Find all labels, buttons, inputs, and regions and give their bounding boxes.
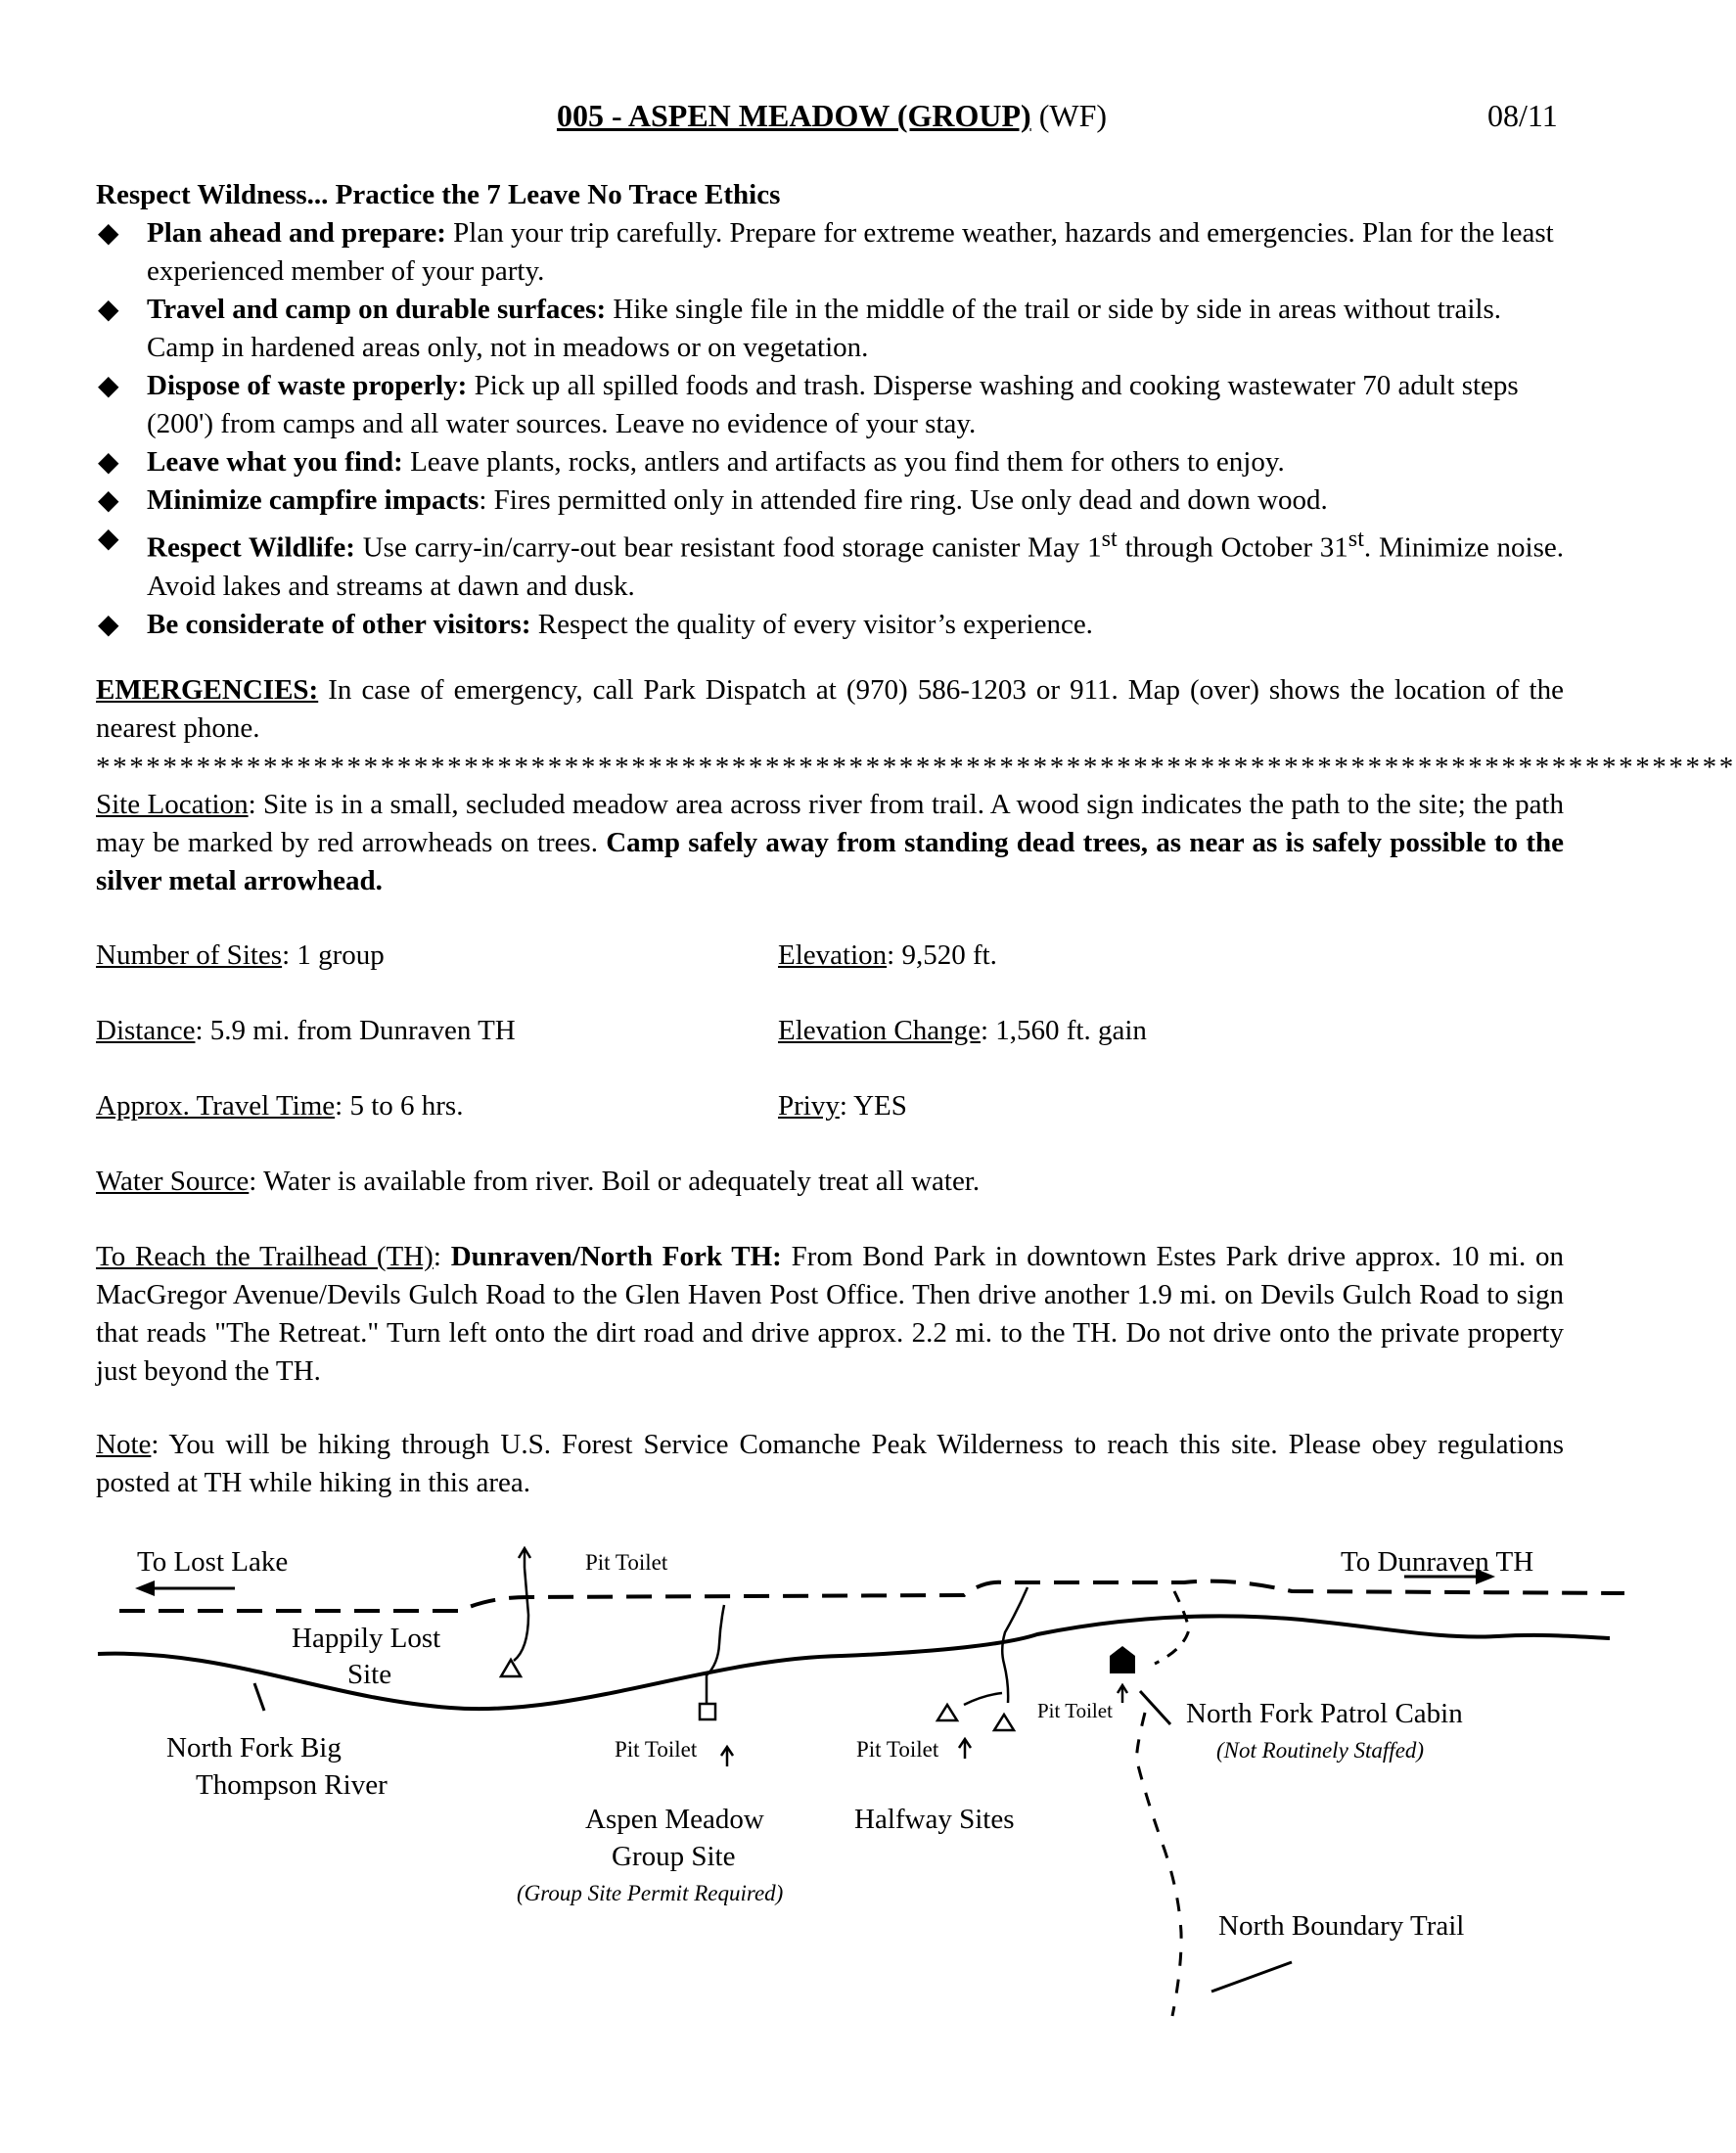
river-pointer-line — [254, 1683, 264, 1711]
halfway-branch — [964, 1693, 1002, 1705]
tent-triangle-icon — [501, 1660, 521, 1676]
site-location-label: Site Location — [96, 789, 249, 820]
leave-no-trace-heading: Respect Wildness... Practice the 7 Leave No Trace Ethics — [96, 179, 781, 210]
emergencies-paragraph: EMERGENCIES: In case of emergency, call Park Dispatch at (970) 586-1203 or 911. Map (over) shows the location of the nearest phone. — [96, 674, 1564, 744]
toilet-arrow-icon — [1118, 1685, 1127, 1703]
privy: Privy: YES — [778, 1090, 907, 1122]
group-site-square-icon — [700, 1704, 715, 1719]
toilet-arrow-icon — [721, 1747, 733, 1766]
list-item: ◆ Dispose of waste properly: Pick up all spilled foods and trash. Disperse washing and cooking wastewater 70 adult steps (200') from camps and all water sources. Leave no evidence of your stay. — [96, 367, 1564, 443]
happily-lost-site-label: Site — [347, 1659, 392, 1690]
patrol-cabin-icon — [1110, 1646, 1135, 1673]
wilderness-note: Note: You will be hiking through U.S. Forest Service Comanche Peak Wilderness to reach this site. Please obey regulations posted at TH while hiking in this area. — [96, 1429, 1564, 1498]
patrol-cabin-note: (Not Routinely Staffed) — [1216, 1738, 1425, 1763]
trailhead-directions: To Reach the Trailhead (TH): Dunraven/North Fork TH: From Bond Park in downtown Estes Park drive approx. 10 mi. on MacGregor Avenue/Devils Gulch Road to the Glen Haven Post Office. Then drive another 1.9 mi. on Devils Gulch Road to sign that reads "The Retreat." Turn left onto the dirt road and drive approx. 2.2 mi. to the TH. Do not drive onto the private property just beyond the TH. — [96, 1241, 1565, 1387]
travel-time: Approx. Travel Time: 5 to 6 hrs. — [96, 1090, 464, 1122]
river-label: North Fork Big — [166, 1732, 342, 1764]
elevation: Elevation: 9,520 ft. — [778, 939, 997, 971]
list-item: ◆ Be considerate of other visitors: Respect the quality of every visitor’s experience. — [96, 606, 1564, 644]
main-trail-path — [119, 1581, 1624, 1611]
list-item: ◆ Leave what you find: Leave plants, rocks, antlers and artifacts as you find them for others to enjoy. — [96, 443, 1564, 481]
divider-asterisks: ************************************************************************************************** — [96, 752, 1736, 783]
site-location-paragraph: Site Location: Site is in a small, secluded meadow area across river from trail. A wood sign indicates the path to the site; the path may be marked by red arrowheads on trees. Camp safely away from standing dead trees, as near as is safely possible to the silver metal arrowhead. — [96, 789, 1565, 896]
diamond-bullet-icon: ◆ — [98, 485, 119, 516]
tent-triangle-icon — [937, 1705, 957, 1720]
north-boundary-trail-label: North Boundary Trail — [1218, 1910, 1465, 1942]
aspen-meadow-label: Aspen Meadow — [585, 1804, 764, 1835]
pit-toilet-label: Pit Toilet — [856, 1737, 939, 1762]
pit-toilet-label: Pit Toilet — [585, 1550, 668, 1575]
diamond-bullet-icon: ◆ — [98, 218, 119, 249]
diamond-bullet-icon: ◆ — [98, 609, 119, 640]
pit-toilet-label: Pit Toilet — [1037, 1699, 1113, 1722]
halfway-spur — [1002, 1587, 1028, 1703]
to-dunraven-label: To Dunraven TH — [1341, 1546, 1534, 1578]
toilet-arrow-icon — [519, 1548, 530, 1568]
page-title — [0, 98, 1664, 134]
halfway-sites-label: Halfway Sites — [854, 1804, 1015, 1835]
list-item: ◆ Plan ahead and prepare: Plan your trip carefully. Prepare for extreme weather, hazards and emergencies. Plan for the least experienced member of your party. — [96, 214, 1564, 291]
north-boundary-pointer-line — [1211, 1962, 1292, 1992]
group-site-label: Group Site — [612, 1841, 736, 1872]
happily-lost-spur — [514, 1568, 528, 1661]
pit-toilet-label: Pit Toilet — [615, 1737, 698, 1762]
diamond-bullet-icon: ◆ — [98, 295, 119, 325]
arrow-left-icon — [135, 1580, 235, 1596]
diamond-bullet-icon: ◆ — [98, 447, 119, 478]
water-source: Water Source: Water is available from river. Boil or adequately treat all water. — [96, 1166, 981, 1197]
aspen-meadow-spur — [707, 1605, 724, 1705]
safety-warning: Camp safely away from standing dead trees, as near as is safely possible to the silver metal arrowhead. — [96, 827, 1565, 896]
toilet-arrow-icon — [959, 1739, 971, 1759]
north-boundary-trail-path — [1137, 1713, 1181, 2016]
site-code: (WF) — [1038, 98, 1108, 133]
list-item: ◆ Travel and camp on durable surfaces: Hike single file in the middle of the trail or side by side in areas without trails. Camp in hardened areas only, not in meadows or on vegetation. — [96, 291, 1564, 367]
patrol-cabin-spur — [1155, 1591, 1189, 1664]
emergencies-label: EMERGENCIES: — [96, 674, 319, 706]
list-item: ◆ Minimize campfire impacts: Fires permitted only in attended fire ring. Use only dead and down wood. — [96, 481, 1564, 520]
list-item: ◆ Respect Wildlife: Use carry-in/carry-out bear resistant food storage canister May 1st through October 31st. Minimize noise. Avoid lakes and streams at dawn and dusk. — [96, 520, 1564, 606]
leave-no-trace-section — [96, 176, 1564, 644]
distance: Distance: 5.9 mi. from Dunraven TH — [96, 1015, 516, 1046]
patrol-cabin-label: North Fork Patrol Cabin — [1186, 1698, 1463, 1729]
river-label-2: Thompson River — [196, 1769, 388, 1801]
tent-triangle-icon — [994, 1715, 1014, 1730]
trail-map — [0, 1527, 1664, 2036]
revision-date: 08/11 — [1487, 98, 1558, 133]
to-lost-lake-label: To Lost Lake — [137, 1546, 289, 1578]
site-title: 005 - ASPEN MEADOW (GROUP) — [556, 98, 1031, 133]
diamond-bullet-icon: ◆ — [98, 371, 119, 401]
diamond-bullet-icon: ◆ — [98, 524, 119, 554]
ethics-list — [96, 214, 1564, 644]
number-of-sites: Number of Sites: 1 group — [96, 939, 385, 971]
happily-lost-label: Happily Lost — [292, 1623, 441, 1654]
elevation-change: Elevation Change: 1,560 ft. gain — [778, 1015, 1147, 1046]
group-site-permit-note: (Group Site Permit Required) — [517, 1881, 784, 1905]
